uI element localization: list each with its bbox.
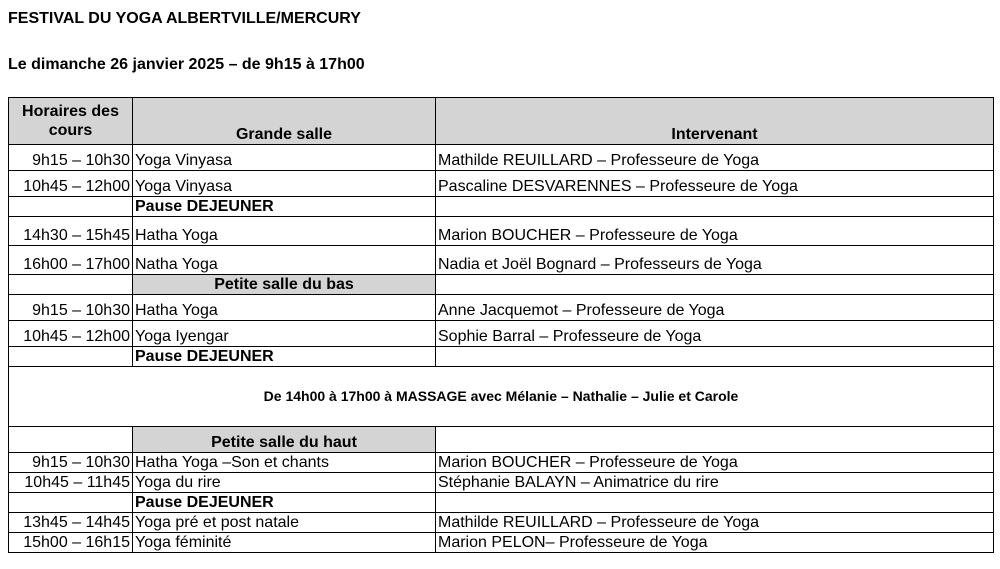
course-cell: Hatha Yoga [133, 217, 436, 246]
pause-label: Pause DEJEUNER [133, 347, 436, 367]
time-cell: 15h00 – 16h15 [9, 533, 133, 553]
schedule-table [8, 97, 994, 553]
empty-cell [436, 275, 994, 295]
pause-label: Pause DEJEUNER [133, 197, 436, 217]
teacher-cell: Marion BOUCHER – Professeure de Yoga [436, 217, 994, 246]
document-subtitle: Le dimanche 26 janvier 2025 – de 9h15 à 17h00 [8, 56, 365, 73]
table-row [9, 453, 994, 473]
table-row [9, 171, 994, 197]
section-title: Petite salle du haut [133, 427, 436, 453]
header-intervenant: Intervenant [436, 98, 994, 145]
section-title: Petite salle du bas [133, 275, 436, 295]
teacher-cell [436, 493, 994, 513]
table-row [9, 473, 994, 493]
massage-row [9, 367, 994, 427]
time-cell: 9h15 – 10h30 [9, 295, 133, 321]
pause-label: Pause DEJEUNER [133, 493, 436, 513]
pause-row [9, 347, 994, 367]
table-row [9, 217, 994, 246]
teacher-cell: Marion PELON– Professeure de Yoga [436, 533, 994, 553]
course-cell: Yoga pré et post natale [133, 513, 436, 533]
course-cell: Yoga féminité [133, 533, 436, 553]
teacher-cell: Nadia et Joël Bognard – Professeurs de Yoga [436, 246, 994, 275]
massage-text: De 14h00 à 17h00 à MASSAGE avec Mélanie – Nathalie – Julie et Carole [9, 367, 994, 427]
course-cell: Yoga Vinyasa [133, 171, 436, 197]
pause-row [9, 493, 994, 513]
empty-cell [9, 275, 133, 295]
table-row [9, 295, 994, 321]
time-cell: 9h15 – 10h30 [9, 145, 133, 171]
course-cell: Natha Yoga [133, 246, 436, 275]
time-cell: 13h45 – 14h45 [9, 513, 133, 533]
header-grande-salle: Grande salle [133, 98, 436, 145]
empty-cell [436, 427, 994, 453]
course-cell: Yoga du rire [133, 473, 436, 493]
table-row [9, 533, 994, 553]
table-row [9, 513, 994, 533]
table-row [9, 246, 994, 275]
course-cell: Hatha Yoga –Son et chants [133, 453, 436, 473]
time-cell [9, 197, 133, 217]
time-cell: 9h15 – 10h30 [9, 453, 133, 473]
teacher-cell: Mathilde REUILLARD – Professeure de Yoga [436, 145, 994, 171]
header-time: Horaires des cours [9, 98, 133, 145]
teacher-cell: Marion BOUCHER – Professeure de Yoga [436, 453, 994, 473]
teacher-cell [436, 197, 994, 217]
section-row-petite-salle-haut [9, 427, 994, 453]
teacher-cell: Stéphanie BALAYN – Animatrice du rire [436, 473, 994, 493]
empty-cell [9, 427, 133, 453]
teacher-cell: Mathilde REUILLARD – Professeure de Yoga [436, 513, 994, 533]
teacher-cell: Pascaline DESVARENNES – Professeure de Yoga [436, 171, 994, 197]
time-cell [9, 347, 133, 367]
time-cell [9, 493, 133, 513]
time-cell: 10h45 – 12h00 [9, 321, 133, 347]
teacher-cell: Anne Jacquemot – Professeure de Yoga [436, 295, 994, 321]
table-row [9, 321, 994, 347]
time-cell: 16h00 – 17h00 [9, 246, 133, 275]
section-row-petite-salle-bas [9, 275, 994, 295]
document-title: FESTIVAL DU YOGA ALBERTVILLE/MERCURY [8, 10, 361, 27]
course-cell: Hatha Yoga [133, 295, 436, 321]
table-row [9, 145, 994, 171]
course-cell: Yoga Vinyasa [133, 145, 436, 171]
teacher-cell: Sophie Barral – Professeure de Yoga [436, 321, 994, 347]
time-cell: 10h45 – 11h45 [9, 473, 133, 493]
time-cell: 14h30 – 15h45 [9, 217, 133, 246]
pause-row [9, 197, 994, 217]
time-cell: 10h45 – 12h00 [9, 171, 133, 197]
table-header-row [9, 98, 994, 145]
course-cell: Yoga Iyengar [133, 321, 436, 347]
teacher-cell [436, 347, 994, 367]
